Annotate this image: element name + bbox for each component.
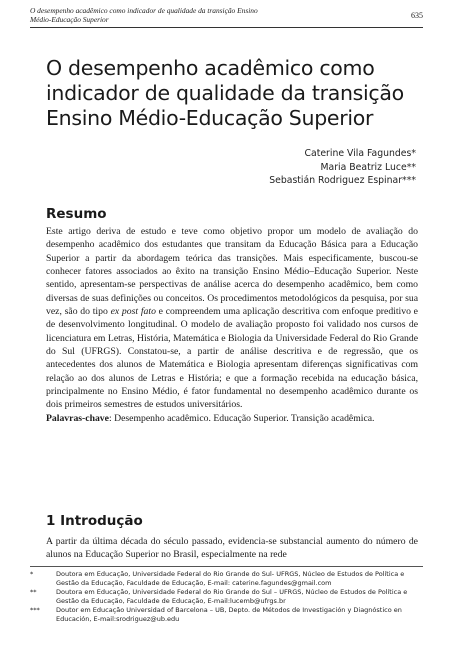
author-3: Sebastián Rodriguez Espinar*** [269, 175, 416, 186]
footnote-mark: ** [30, 587, 37, 596]
keywords-text: : Desempenho acadêmico. Educação Superior. Transição acadêmica. [108, 412, 375, 424]
footnotes [30, 570, 423, 623]
author-2: Maria Beatriz Luce** [320, 161, 416, 173]
footnote-text: Doutora em Educação, Universidade Federal do Rio Grande do Sul – UFRGS, Núcleo de Estudos de Política e Gestão da Educação, Faculdade de Educação, E-mail:lucemb@ufrgs.br [56, 587, 408, 605]
keywords-label: Palavras-chave [46, 412, 109, 424]
abstract-italic-term: ex post fato [110, 306, 156, 318]
page-number: 635 [411, 11, 423, 20]
abstract-paragraph [46, 225, 418, 412]
footnote-1 [30, 570, 423, 588]
abstract-heading: Resumo [46, 206, 107, 222]
abstract-body [46, 225, 418, 425]
intro-heading: 1 Introdução [46, 513, 143, 529]
author-list [269, 147, 416, 188]
article-title: O desempenho acadêmico como indicador de qualidade da transição Ensino Médio-Educação Superior [46, 56, 404, 130]
intro-paragraph: A partir da última década do século passado, evidencia-se substancial aumento do número de alunos na Educação Superior no Brasil, especialmente na rede [46, 536, 418, 561]
footnote-mark: *** [30, 605, 40, 614]
footnote-2 [30, 588, 423, 606]
footnote-3 [30, 606, 423, 624]
header-rule [30, 27, 423, 28]
author-1: Caterine Vila Fagundes* [304, 148, 416, 159]
abstract-text-1: Este artigo deriva de estudo e teve como objetivo propor um modelo de avaliação do desempenho acadêmico dos estudantes que transitam da Educação Básica para a Educação Superior a partir da abordagem teórica das transições. Mais especificamente, buscou-se conhecer fatores associados ao êxito na transição Ensino Médio–Educação Superior. Neste sentido, apresentam-se perspectivas de análise acerca do desempenho acadêmico, bem como diversas de suas definições ou conceitos. Os procedimentos metodológicos da pesquisa, por sua vez, são do tipo [46, 226, 418, 318]
intro-body [46, 535, 418, 562]
footnote-rule [30, 566, 423, 567]
footnote-text: Doutora em Educação, Universidade Federal do Rio Grande do Sul- UFRGS, Núcleo de Estudos de Política e Gestão da Educação, Faculdade de Educação, E-mail: caterine.fagundes@gmail.com [56, 570, 405, 587]
running-header-text: O desempenho acadêmico como indicador de qualidade da transição Ensino Médio-Educação Superior [30, 6, 258, 24]
abstract-text-2: e compreendem uma aplicação descritiva com enfoque preditivo e de desenvolvimento longitudinal. O modelo de avaliação proposto foi validado nos cursos de licenciatura em Letras, História, Matemática e Biologia da Universidade Federal do Rio Grande do Sul (UFRGS). Constatou-se, a partir de análise descritiva e de regressão, que os antecedentes dos alunos de Matemática e Biologia apresentam diferenças significativas com relação ao dos alunos de Letras e História; e que a formação recebida na educação básica, principalmente no Ensino Médio, é fator fundamental no desempenho acadêmico durante os dois primeiros semestres de estudos universitários. [46, 306, 418, 411]
footnote-text: Doutor em Educação Universidad of Barcelona – UB, Depto. de Métodos de Investigación y Diagnóstico en Educación, E-mail:srodriguez@ub.edu [56, 605, 402, 623]
footnote-mark: * [30, 570, 34, 578]
keywords [46, 412, 418, 425]
running-header [30, 6, 423, 28]
